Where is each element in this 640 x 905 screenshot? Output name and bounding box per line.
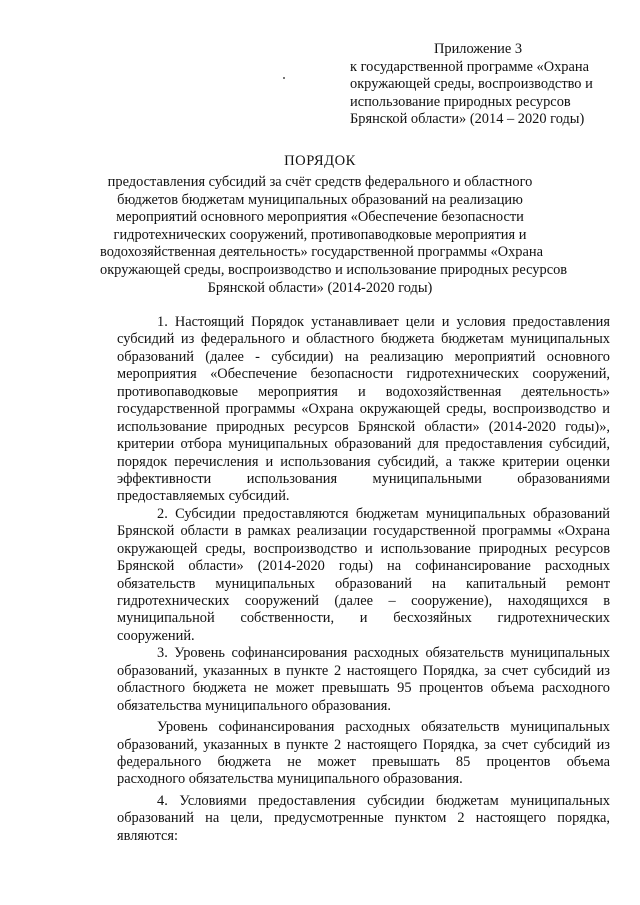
text-line: государственной программы «Охрана окружающей среды, воспроизводство и <box>117 401 610 418</box>
text-line: мероприятия «Обеспечение безопасности гидротехнических сооружений, <box>117 366 610 383</box>
text-line: эффективности использования муниципальными образованиями <box>117 470 610 487</box>
scan-artifact-dot <box>283 77 285 79</box>
text-line: предоставляемых субсидий. <box>117 488 290 505</box>
subtitle-line: гидротехнических сооружений, противопаводковые мероприятия и <box>113 226 527 243</box>
text-line: окружающей среды, воспроизводство и использование природных ресурсов <box>117 540 610 557</box>
paragraph-4 <box>117 793 610 845</box>
paragraph-3-continued <box>117 719 610 789</box>
text-line: образований, указанных в пункте 2 настоящего Порядка, за счет субсидий из <box>117 736 610 753</box>
text-line: порядок перечисления и использования субсидий, а также критерии оценки <box>117 453 610 470</box>
text-line: областного бюджета не может превышать 95 процентов объема расходного <box>117 680 610 697</box>
appendix-line: окружающей среды, воспроизводство и <box>350 76 593 93</box>
text-line: противопаводковые мероприятия и водохозяйственная деятельность» <box>117 383 610 400</box>
text-line: сооружений. <box>117 627 195 644</box>
text-line: муниципальной собственности, и бесхозяйных гидротехнических <box>117 610 610 627</box>
text-line: использование природных ресурсов Брянской области» (2014-2020 годы)», <box>117 418 610 435</box>
subtitle-line: мероприятий основного мероприятия «Обеспечение безопасности <box>116 209 524 226</box>
appendix-title: Приложение 3 <box>434 41 523 57</box>
text-line: образований (далее - субсидии) на реализацию мероприятий основного <box>117 348 610 365</box>
text-line: гидротехнических сооружений (далее – сооружение), находящихся в <box>117 593 610 609</box>
appendix-line: к государственной программе «Охрана <box>350 58 589 75</box>
text-line: 2. Субсидии предоставляются бюджетам муниципальных образований <box>157 505 610 522</box>
paragraph-3 <box>117 645 610 715</box>
appendix-line: Брянской области» (2014 – 2020 годы) <box>350 111 585 128</box>
document-body <box>117 314 610 845</box>
text-line: обязательства муниципального образования. <box>117 697 391 714</box>
text-line: 4. Условиями предоставления субсидии бюджетам муниципальных <box>157 792 610 809</box>
subtitle-line: предоставления субсидий за счёт средств федерального и областного <box>107 174 533 190</box>
subtitle-line: бюджетов бюджетам муниципальных образований на реализацию <box>117 191 523 208</box>
subtitle-line: Брянской области» (2014-2020 годы) <box>207 279 433 296</box>
text-line: субсидий из федерального и областного бюджета бюджетам муниципальных <box>117 331 610 348</box>
text-line: критерии отбора муниципальных образований для предоставления субсидий, <box>117 436 610 453</box>
text-line: расходного обязательства муниципального образования. <box>117 771 463 788</box>
text-line: образований на цели, предусмотренные пунктом 2 настоящего порядка, <box>117 810 610 827</box>
text-line: 3. Уровень софинансирования расходных обязательств муниципальных <box>157 645 610 662</box>
text-line: являются: <box>117 827 179 844</box>
text-line: Уровень софинансирования расходных обязательств муниципальных <box>157 719 610 736</box>
text-line: Брянской области в рамках реализации государственной программы «Охрана <box>117 523 610 540</box>
paragraph-2 <box>117 506 610 646</box>
text-line: образований, указанных в пункте 2 настоящего Порядка, за счет субсидий из <box>117 662 610 679</box>
document-title: ПОРЯДОК <box>284 153 356 169</box>
text-line: Брянской области» (2014-2020 годы) на софинансирование расходных <box>117 558 610 575</box>
paragraph-1 <box>117 314 610 506</box>
appendix-header <box>350 41 610 129</box>
text-line: федерального бюджета не может превышать 85 процентов объема <box>117 753 610 770</box>
appendix-line: использование природных ресурсов <box>350 93 571 110</box>
subtitle-line: водохозяйственная деятельность» государственной программы «Охрана <box>100 244 543 261</box>
text-line: обязательств муниципальных образований на капитальный ремонт <box>117 575 610 592</box>
document-subtitle <box>100 174 568 297</box>
subtitle-line: окружающей среды, воспроизводство и использование природных ресурсов <box>100 261 568 278</box>
text-line: 1. Настоящий Порядок устанавливает цели и условия предоставления <box>157 314 610 330</box>
